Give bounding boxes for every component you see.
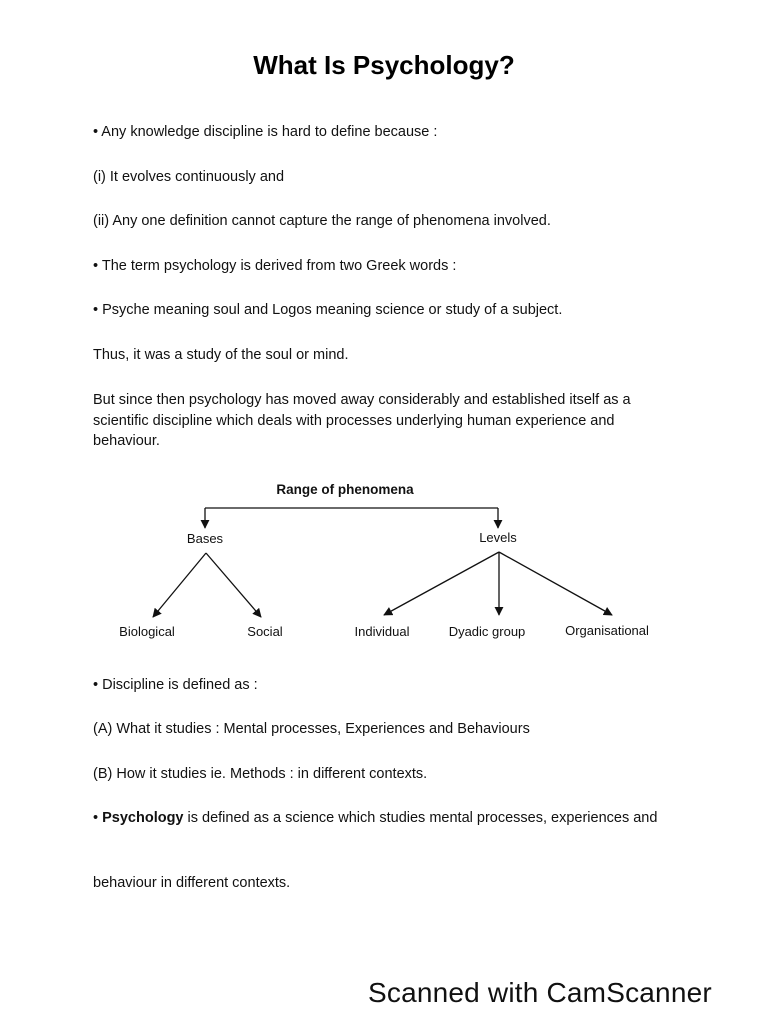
diagram-individual-label: Individual xyxy=(354,624,410,639)
paragraph-reason-1: (i) It evolves continuously and xyxy=(93,169,285,185)
paragraph-greek-words: • The term psychology is derived from two Greek words : xyxy=(93,258,457,274)
diagram-organisational-label: Organisational xyxy=(565,623,649,638)
arrow-to-organisational xyxy=(499,552,612,615)
page-title: What Is Psychology? xyxy=(253,50,515,80)
diagram-bases-label: Bases xyxy=(186,531,224,546)
paragraph-how-it-studies: (B) How it studies ie. Methods : in different contexts. xyxy=(93,766,428,782)
diagram-svg xyxy=(95,472,665,647)
paragraph-behaviour-contexts: behaviour in different contexts. xyxy=(93,875,291,891)
arrow-to-biological xyxy=(153,553,206,617)
camscanner-watermark: Scanned with CamScanner xyxy=(368,977,712,1008)
bullet: • xyxy=(93,810,103,826)
paragraph-psyche-logos: • Psyche meaning soul and Logos meaning science or study of a subject. xyxy=(93,302,563,318)
paragraph-reason-2: (ii) Any one definition cannot capture the range of phenomena involved. xyxy=(93,213,551,229)
paragraph-soul-mind: Thus, it was a study of the soul or mind. xyxy=(93,347,349,363)
paragraph-definition-intro: • Any knowledge discipline is hard to define because : xyxy=(93,124,438,140)
arrow-to-individual xyxy=(384,552,499,615)
diagram-root-label: Range of phenomena xyxy=(276,482,414,497)
range-of-phenomena-diagram xyxy=(95,472,665,647)
paragraph-discipline-defined: • Discipline is defined as : xyxy=(93,677,258,693)
diagram-connectors xyxy=(153,508,612,617)
diagram-biological-label: Biological xyxy=(119,624,175,639)
definition-text: is defined as a science which studies mental processes, experiences and xyxy=(183,810,658,826)
diagram-dyadic-group-label: Dyadic group xyxy=(448,624,526,639)
arrow-to-social xyxy=(206,553,261,617)
paragraph-psychology-definition xyxy=(93,808,683,829)
diagram-social-label: Social xyxy=(247,624,283,639)
paragraph-what-it-studies: (A) What it studies : Mental processes, Experiences and Behaviours xyxy=(93,721,530,737)
diagram-levels-label: Levels xyxy=(479,530,517,545)
paragraph-scientific-discipline: But since then psychology has moved away considerably and established itself as a scientific discipline which deals with processes underlying human experience and behaviour. xyxy=(93,392,631,449)
psychology-term: Psychology xyxy=(102,810,184,826)
